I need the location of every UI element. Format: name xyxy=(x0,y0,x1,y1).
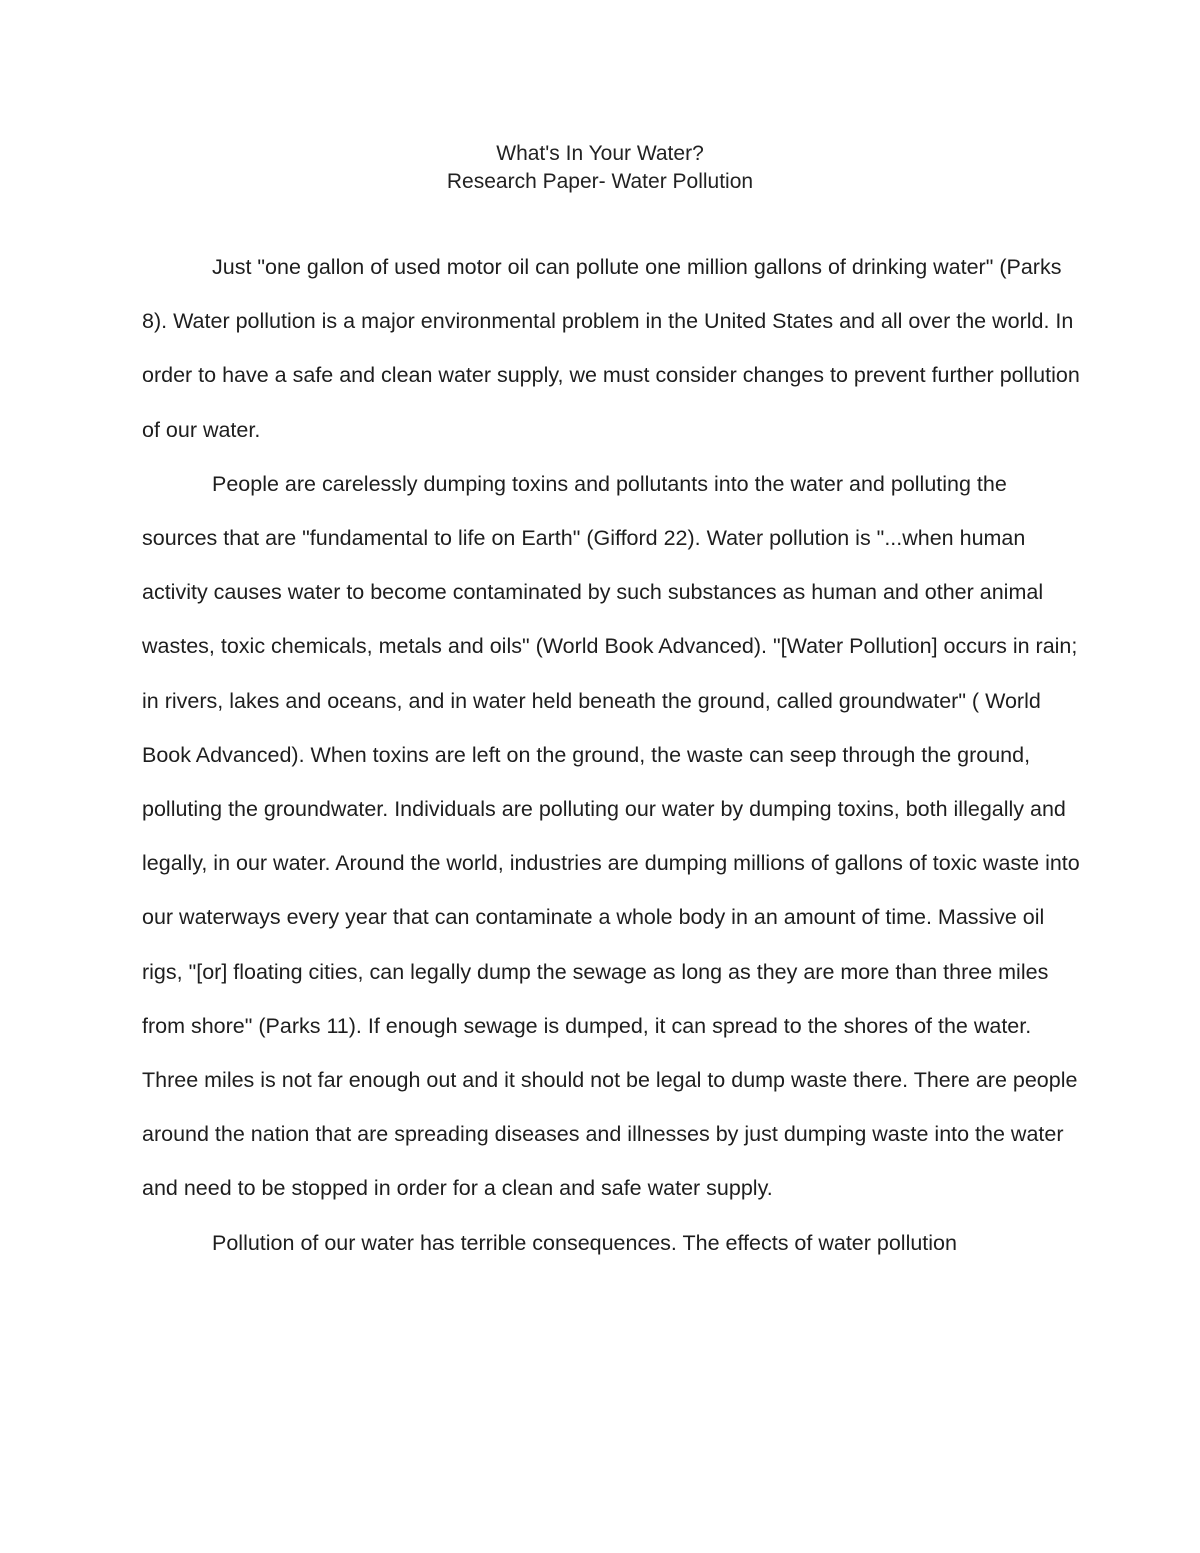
document-subtitle: Research Paper- Water Pollution xyxy=(446,170,754,193)
document-header xyxy=(0,140,1200,196)
paragraph-3: Pollution of our water has terrible consequences. The effects of water pollution xyxy=(212,1230,957,1255)
document-body xyxy=(142,240,1082,1270)
paragraph-1: Just "one gallon of used motor oil can pollute one million gallons of drinking water" (Parks 8). Water pollution is a major environmental problem in the United States and all over the world. In order to have a safe and clean water supply, we must consider changes to prevent further pollution of our water. xyxy=(142,255,1080,442)
document-title: What's In Your Water? xyxy=(496,142,704,165)
paragraph-2: People are carelessly dumping toxins and pollutants into the water and polluting the sources that are "fundamental to life on Earth" (Gifford 22). Water pollution is "...when human activity causes water to become contaminated by such substances as human and other animal wastes, toxic chemicals, metals and oils" (World Book Advanced). "[Water Pollution] occurs in rain; in rivers, lakes and oceans, and in water held beneath the ground, called groundwater" ( World Book Advanced). When toxins are left on the ground, the waste can seep through the ground, polluting the groundwater. Individuals are polluting our water by dumping toxins, both illegally and legally, in our water. Around the world, industries are dumping millions of gallons of toxic waste into our waterways every year that can contaminate a whole body in an amount of time. Massive oil rigs, "[or] floating cities, can legally dump the sewage as long as they are more than three miles from shore" (Parks 11). If enough sewage is dumped, it can spread to the shores of the water. Three miles is not far enough out and it should not be legal to dump waste there. There are people around the nation that are spreading diseases and illnesses by just dumping waste into the water and need to be stopped in order for a clean and safe water supply. xyxy=(142,471,1080,1201)
